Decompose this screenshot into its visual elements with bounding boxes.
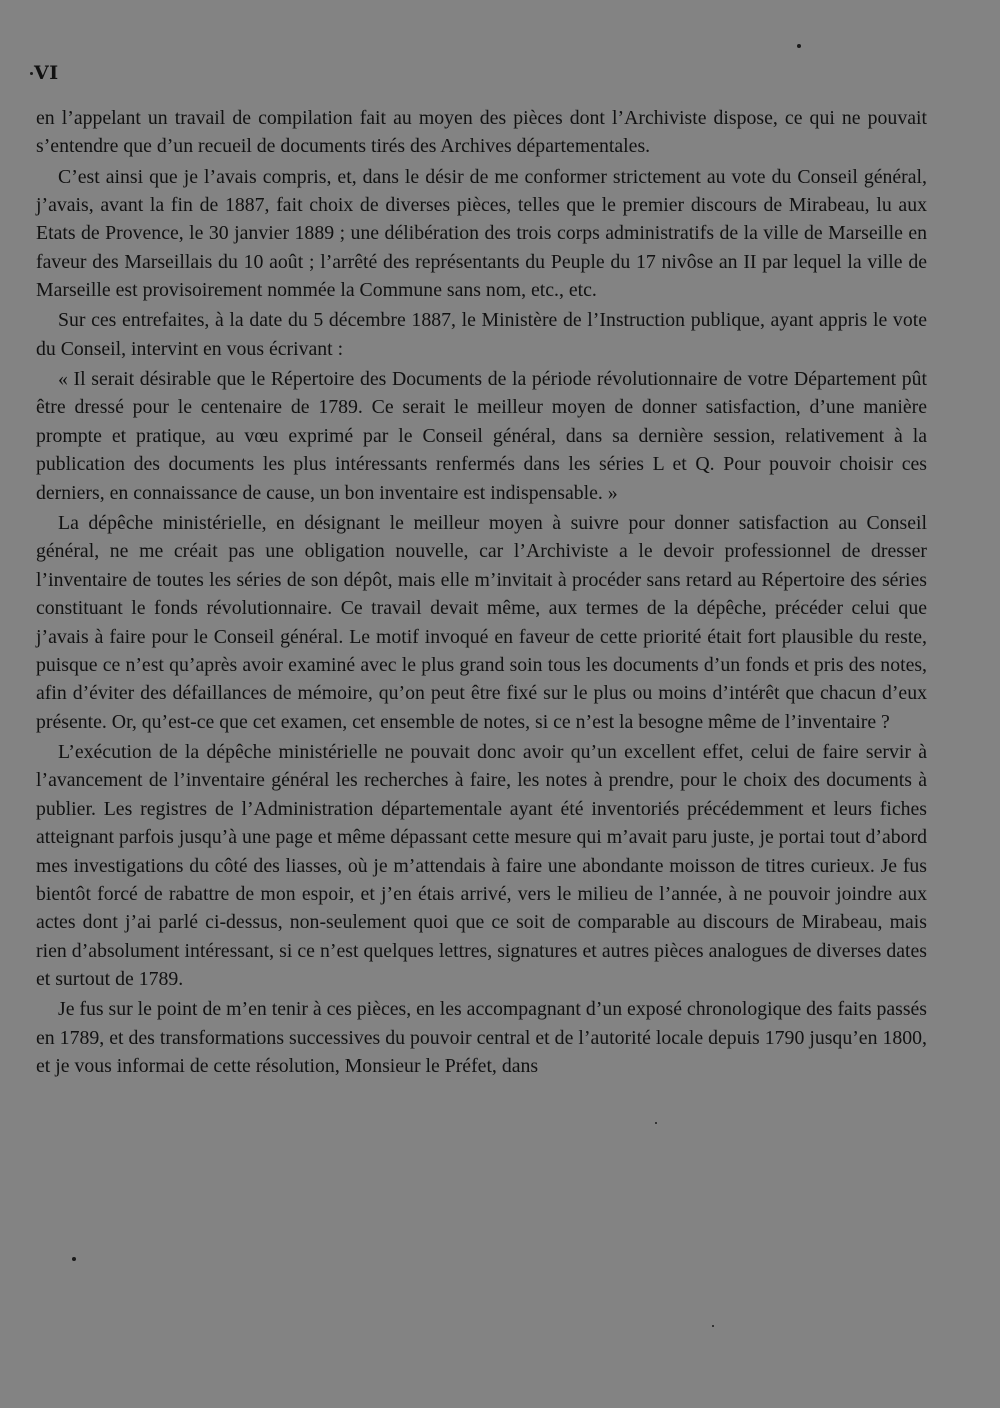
scan-speck [30,72,33,75]
scan-speck [797,44,801,48]
scan-speck [655,1122,657,1124]
page-number: VI [34,62,59,84]
paragraph-depeche: La dépêche ministérielle, en désignant le meilleur moyen à suivre pour donner satisfaction au Conseil général, ne me créait pas une obligation nouvelle, car l’Archiviste a le devoir professionnel de dresser l’inventaire de toutes les séries de son dépôt, mais elle m’invitait à procéder sans retard au Répertoire des séries constituant le fonds révolutionnaire. Ce travail devait même, aux termes de la dépêche, précéder celui que j’avais à faire pour le Conseil général. Le motif invoqué en faveur de cette priorité était fort plausible du reste, puisque ce n’est qu’après avoir examiné avec le plus grand soin tous les documents d’un fonds et pris des notes, afin d’éviter des défaillances de mémoire, qu’on peut être fixé sur le plus ou moins d’intérêt que chacun d’eux présente. Or, qu’est-ce que cet examen, cet ensemble de notes, si ce n’est la besogne même de l’inventaire ? [36,511,927,733]
paragraph-continuation: en l’appelant un travail de compilation fait au moyen des pièces dont l’Archiviste dispose, ce qui ne pouvait s’entendre que d’un recueil de documents tirés des Archives départementales. [36,107,927,158]
paragraph-execution: L’exécution de la dépêche ministérielle ne pouvait donc avoir qu’un excellent effet, celui de faire servir à l’avancement de l’inventaire général les recherches à faire, les notes à prendre, pour le choix des documents à publier. Les registres de l’Administration départementale ayant été inventoriés précédemment et leurs fiches atteignant parfois jusqu’à une page et même dépassant cette mesure qui m’avait paru juste, je portai tout d’abord mes investigations du côté des liasses, où je m’attendais à faire une abondante moisson de titres curieux. Je fus bientôt forcé de rabattre de mon espoir, et j’en étais arrivé, vers le milieu de l’année, à ne pouvoir joindre aux actes dont j’ai parlé ci-dessus, non-seulement quoi que ce soit de comparable au discours de Mirabeau, mais rien d’absolument intéressant, si ce n’est quelques lettres, signatures et autres pièces analogues de diverses dates et surtout de 1789. [36,740,927,991]
scan-speck [712,1325,714,1327]
scan-speck [72,1257,76,1261]
paragraph-ministry: Sur ces entrefaites, à la date du 5 décembre 1887, le Ministère de l’Instruction publique, ayant appris le vote du Conseil, intervint en vous écrivant : [36,309,927,360]
body-text [36,104,927,1081]
paragraph-quotation: « Il serait désirable que le Répertoire des Documents de la période révolutionnaire de votre Département pût être dressé pour le centenaire de 1789. Ce serait le meilleur moyen de donner satisfaction, d’une manière prompte et pratique, au vœu exprimé par le Conseil général, dans sa dernière session, relativement à la publication des documents les plus intéressants renfermés dans les séries L et Q. Pour pouvoir choisir ces derniers, en connaissance de cause, un bon inventaire est indispensable. » [36,368,927,504]
paragraph-compilation: C’est ainsi que je l’avais compris, et, dans le désir de me conformer strictement au vote du Conseil général, j’avais, avant la fin de 1887, fait choix de diverses pièces, telles que le premier discours de Mirabeau, lu aux Etats de Provence, le 30 janvier 1889 ; une délibération des trois corps administratifs de la ville de Marseille en faveur des Marseillais du 10 août ; l’arrêté des représentants du Peuple du 17 nivôse an II par lequel la ville de Marseille est provisoirement nommée la Commune sans nom, etc., etc. [36,165,927,302]
paragraph-resolution: Je fus sur le point de m’en tenir à ces pièces, en les accompagnant d’un exposé chronologique des faits passés en 1789, et des transformations successives du pouvoir central et de l’autorité locale depuis 1790 jusqu’en 1800, et je vous informai de cette résolution, Monsieur le Préfet, dans [36,998,928,1078]
